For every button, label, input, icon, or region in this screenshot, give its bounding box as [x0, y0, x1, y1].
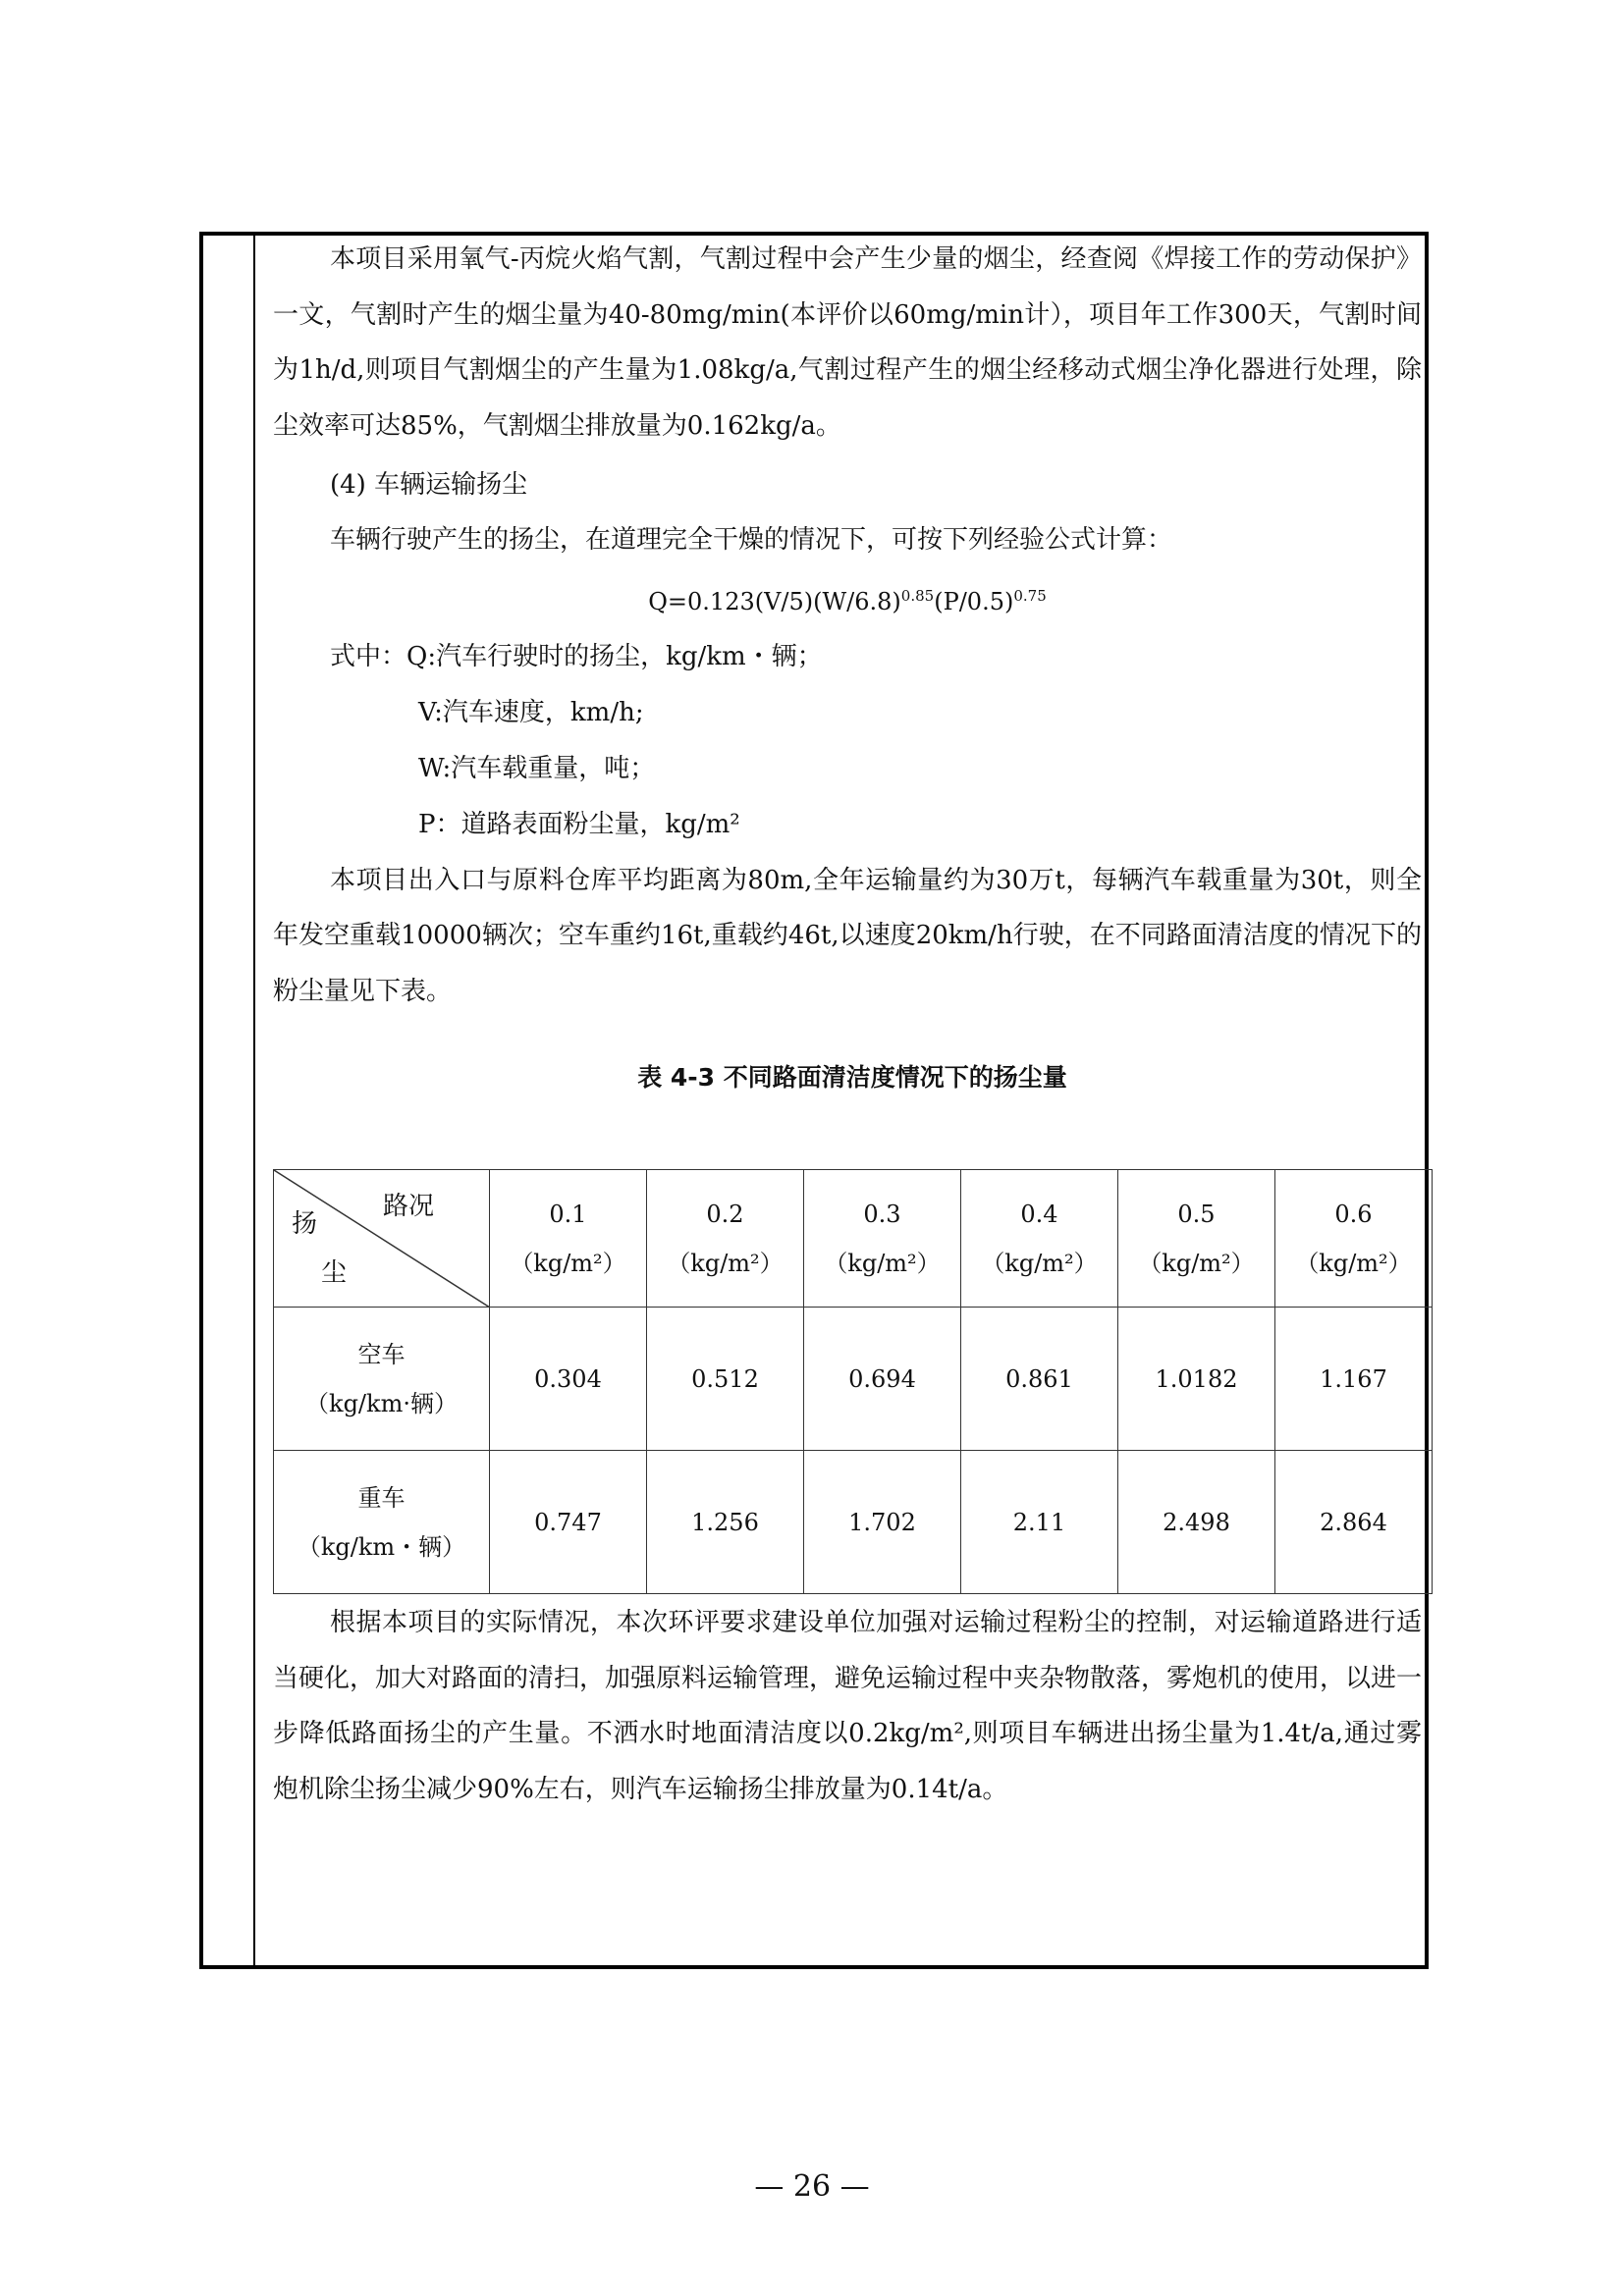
left-column-rule [253, 232, 255, 1969]
header-cell [1118, 1170, 1275, 1308]
paragraph-dust-control: 根据本项目的实际情况，本次环评要求建设单位加强对运输过程粉尘的控制，对运输道路进行适当硬化，加大对路面的清扫，加强原料运输管理，避免运输过程中夹杂物散落，雾炮机的使用，以进一步降低路面扬尘的产生量。不洒水时地面清洁度以0.2kg/m²,则项目车辆进出扬尘量为1.4t/a,通过雾炮机除尘扬尘减少90%左右，则汽车运输扬尘排放量为0.14t/a。 [273, 1608, 1423, 1804]
table-cell: 2.864 [1275, 1451, 1433, 1594]
header-cell [1275, 1170, 1433, 1308]
header-value: 0.5 [1177, 1200, 1216, 1228]
header-unit: （kg/m²） [510, 1249, 626, 1277]
header-value: 0.6 [1334, 1200, 1373, 1228]
variable-q: 式中：Q:汽车行驶时的扬尘，kg/km・辆； [330, 641, 823, 671]
table-row-empty-truck [274, 1308, 1433, 1451]
header-cell [961, 1170, 1118, 1308]
table-row-loaded-truck [274, 1451, 1433, 1594]
page-number: — 26 — [754, 2169, 870, 2204]
header-unit: （kg/m²） [981, 1249, 1098, 1277]
table-cell: 1.0182 [1118, 1308, 1275, 1451]
row-label: 重车 [357, 1483, 406, 1512]
row-label-cell [274, 1308, 490, 1451]
variable-p: P：道路表面粉尘量，kg/m² [418, 809, 740, 839]
formula-part-1: Q=0.123(V/5)(W/6.8) [648, 587, 901, 615]
header-value: 0.1 [549, 1200, 587, 1228]
header-unit: （kg/m²） [667, 1249, 784, 1277]
section-heading-vehicle-dust: (4) 车辆运输扬尘 [330, 470, 528, 500]
after-table-content [273, 1595, 1422, 1817]
header-value: 0.4 [1020, 1200, 1058, 1228]
table-cell: 1.256 [647, 1451, 804, 1594]
header-cell [804, 1170, 961, 1308]
table-cell: 1.702 [804, 1451, 961, 1594]
variable-v: V:汽车速度，km/h; [418, 697, 644, 727]
table-title: 表 4-3 不同路面清洁度情况下的扬尘量 [637, 1063, 1067, 1092]
corner-label-road: 路况 [382, 1192, 434, 1221]
header-value: 0.3 [863, 1200, 901, 1228]
table-cell: 0.747 [490, 1451, 647, 1594]
variable-w: W:汽车载重量，吨； [418, 753, 656, 783]
formula-exponent-1: 0.85 [900, 586, 935, 605]
table-cell: 0.304 [490, 1308, 647, 1451]
header-value: 0.2 [706, 1200, 744, 1228]
row-unit: （kg/km·辆） [305, 1389, 458, 1417]
paragraph-gas-cutting: 本项目采用氧气-丙烷火焰气割，气割过程中会产生少量的烟尘，经查阅《焊接工作的劳动保护》一文，气割时产生的烟尘量为40-80mg/min(本评价以60mg/min计），项目年工作300天，气割时间为1h/d,则项目气割烟尘的产生量为1.08kg/a,气割过程产生的烟尘经移动式烟尘净化器进行处理，除尘效率可达85%，气割烟尘排放量为0.162kg/a。 [273, 244, 1422, 441]
corner-label-dust-2: 尘 [321, 1258, 348, 1288]
header-unit: （kg/m²） [1295, 1249, 1412, 1277]
table-cell: 1.167 [1275, 1308, 1433, 1451]
paragraph-transport: 本项目出入口与原料仓库平均距离为80m,全年运输量约为30万t，每辆汽车载重量为30t，则全年发空重载10000辆次；空车重约16t,重载约46t,以速度20km/h行驶，在不同路面清洁度的情况下的粉尘量见下表。 [273, 865, 1422, 1006]
row-unit: （kg/km・辆） [297, 1532, 466, 1561]
table-cell: 2.498 [1118, 1451, 1275, 1594]
header-cell [490, 1170, 647, 1308]
table-cell: 0.512 [647, 1308, 804, 1451]
table-cell: 2.11 [961, 1451, 1118, 1594]
table-cell: 0.694 [804, 1308, 961, 1451]
table-cell: 0.861 [961, 1308, 1118, 1451]
row-label: 空车 [357, 1340, 406, 1368]
dust-table [273, 1169, 1433, 1594]
header-unit: （kg/m²） [824, 1249, 941, 1277]
formula-exponent-2: 0.75 [1013, 586, 1047, 605]
formula [273, 568, 1422, 629]
header-unit: （kg/m²） [1138, 1249, 1255, 1277]
header-cell [647, 1170, 804, 1308]
main-content [273, 232, 1422, 1092]
formula-part-2: (P/0.5) [934, 587, 1014, 615]
dust-table-wrapper [273, 1169, 1432, 1594]
table-header-row [274, 1170, 1433, 1308]
paragraph-formula-intro: 车辆行驶产生的扬尘，在道理完全干燥的情况下，可按下列经验公式计算： [330, 525, 1173, 555]
corner-cell [274, 1170, 490, 1308]
corner-label-dust-1: 扬 [292, 1209, 318, 1239]
row-label-cell [274, 1451, 490, 1594]
